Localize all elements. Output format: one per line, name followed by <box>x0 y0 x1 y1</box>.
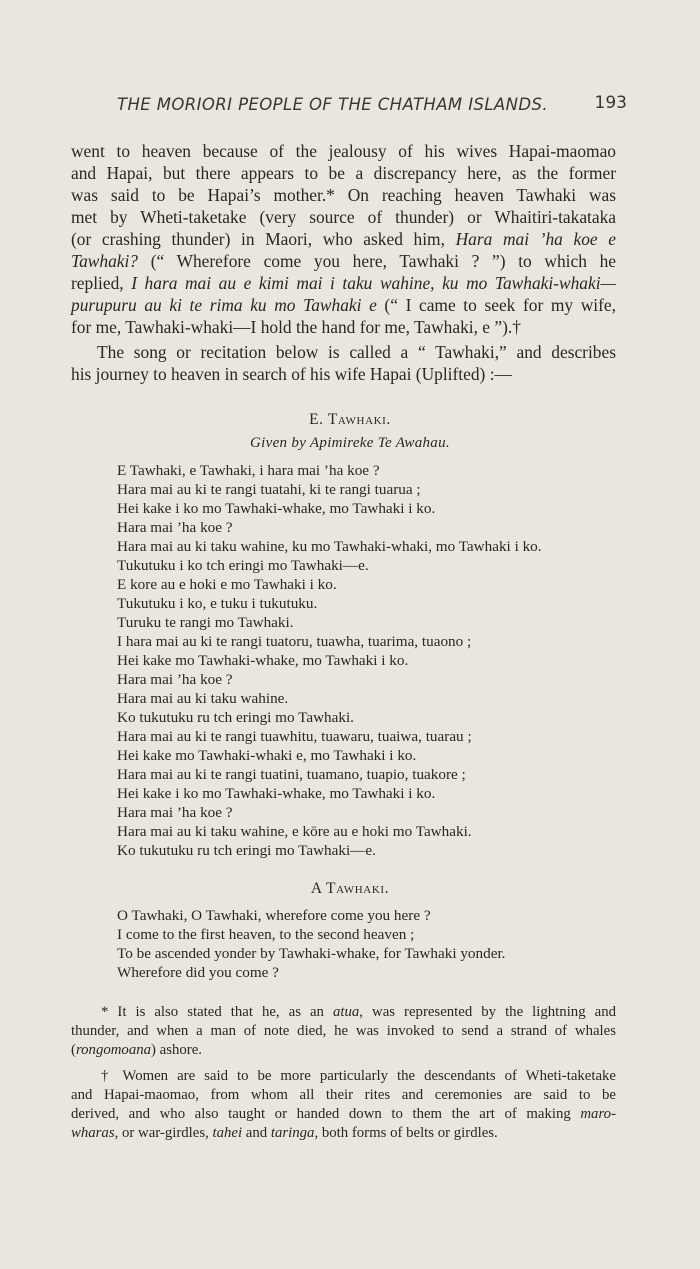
page-header <box>117 93 627 119</box>
song-attribution: Given by Apimireke Te Awahau. <box>250 435 450 451</box>
verse-line: Hei kake i ko mo Tawhaki-whake, mo Tawhaki i ko. <box>117 500 436 517</box>
body-line: and Hapai, but there appears to be a discrepancy here, as the former <box>71 163 616 183</box>
body-line: (or crashing thunder) in Maori, who asked him, Hara mai ’ha koe e <box>71 229 616 249</box>
verse-line: Wherefore did you come ? <box>117 964 279 981</box>
footnote-line: wharas, or war-girdles, tahei and taringa, both forms of belts or girdles. <box>71 1125 498 1141</box>
running-title: THE MORIORI PEOPLE OF THE CHATHAM ISLANDS. <box>117 95 548 114</box>
body-line: was said to be Hapai’s mother.* On reaching heaven Tawhaki was <box>71 185 616 205</box>
body-line: replied, I hara mai au e kimi mai i taku wahine, ku mo Tawhaki-whaki— <box>71 273 616 293</box>
body-line: met by Wheti-taketake (very source of thunder) or Whaitiri-takataka <box>71 207 616 227</box>
footnote-line: derived, and who also taught or handed down to them the art of making maro- <box>71 1106 616 1122</box>
footnote-line: † Women are said to be more particularly the descendants of Wheti-taketake <box>101 1068 616 1084</box>
body-line: his journey to heaven in search of his wife Hapai (Uplifted) :— <box>71 364 512 384</box>
song-heading: E. Tawhaki. <box>309 411 391 428</box>
verse-line: Hara mai au ki te rangi tuatini, tuamano, tuapio, tuakore ; <box>117 766 466 783</box>
verse-line: O Tawhaki, O Tawhaki, wherefore come you here ? <box>117 907 431 924</box>
verse-line: Hara mai au ki taku wahine, e kōre au e hoki mo Tawhaki. <box>117 823 472 840</box>
body-line: went to heaven because of the jealousy of his wives Hapai-maomao <box>71 141 616 161</box>
verse-line: Hara mai au ki te rangi tuawhitu, tuawaru, tuaiwa, tuarau ; <box>117 728 472 745</box>
footnote-line: and Hapai-maomao, from whom all their rites and ceremonies are said to be <box>71 1087 616 1103</box>
verse-line: Hara mai ’ha koe ? <box>117 671 233 688</box>
body-line: Tawhaki? (“ Wherefore come you here, Tawhaki ? ”) to which he <box>71 251 616 271</box>
verse-line: Hei kake i ko mo Tawhaki-whake, mo Tawhaki i ko. <box>117 785 436 802</box>
song-heading: A Tawhaki. <box>310 880 390 897</box>
verse-line: Ko tukutuku ru tch eringi mo Tawhaki. <box>117 709 354 726</box>
body-line: purupuru au ki te rima ku mo Tawhaki e (“ I came to seek for my wife, <box>71 295 616 315</box>
verse-line: Hara mai au ki te rangi tuatahi, ki te rangi tuarua ; <box>117 481 421 498</box>
verse-line: Hara mai au ki taku wahine. <box>117 690 289 707</box>
verse-line: Hara mai ’ha koe ? <box>117 804 233 821</box>
body-line: for me, Tawhaki-whaki—I hold the hand for me, Tawhaki, e ”).† <box>71 317 521 337</box>
page-number: 193 <box>594 93 627 113</box>
footnote-line: (rongomoana) ashore. <box>71 1042 202 1058</box>
verse-line: Hara mai au ki taku wahine, ku mo Tawhaki-whaki, mo Tawhaki i ko. <box>117 538 542 555</box>
verse-line: E Tawhaki, e Tawhaki, i hara mai ’ha koe ? <box>117 462 380 479</box>
verse-line: I hara mai au ki te rangi tuatoru, tuawha, tuarima, tuaono ; <box>117 633 472 650</box>
verse-line: Ko tukutuku ru tch eringi mo Tawhaki—e. <box>117 842 376 859</box>
verse-line: Tukutuku i ko, e tuku i tukutuku. <box>117 595 318 612</box>
verse-line: Turuku te rangi mo Tawhaki. <box>117 614 294 631</box>
verse-line: Hara mai ’ha koe ? <box>117 519 233 536</box>
verse-line: Hei kake mo Tawhaki-whaki e, mo Tawhaki i ko. <box>117 747 417 764</box>
verse-line: Tukutuku i ko tch eringi mo Tawhaki—e. <box>117 557 369 574</box>
verse-line: To be ascended yonder by Tawhaki-whake, for Tawhaki yonder. <box>117 945 506 962</box>
footnote-line: thunder, and when a man of note died, he was invoked to send a strand of whales <box>71 1023 616 1039</box>
body-line: The song or recitation below is called a “ Tawhaki,” and describes <box>97 342 616 362</box>
footnote-line: * It is also stated that he, as an atua, was represented by the lightning and <box>101 1004 616 1020</box>
verse-line: I come to the first heaven, to the second heaven ; <box>117 926 415 943</box>
verse-line: E kore au e hoki e mo Tawhaki i ko. <box>117 576 337 593</box>
verse-line: Hei kake mo Tawhaki-whake, mo Tawhaki i ko. <box>117 652 409 669</box>
